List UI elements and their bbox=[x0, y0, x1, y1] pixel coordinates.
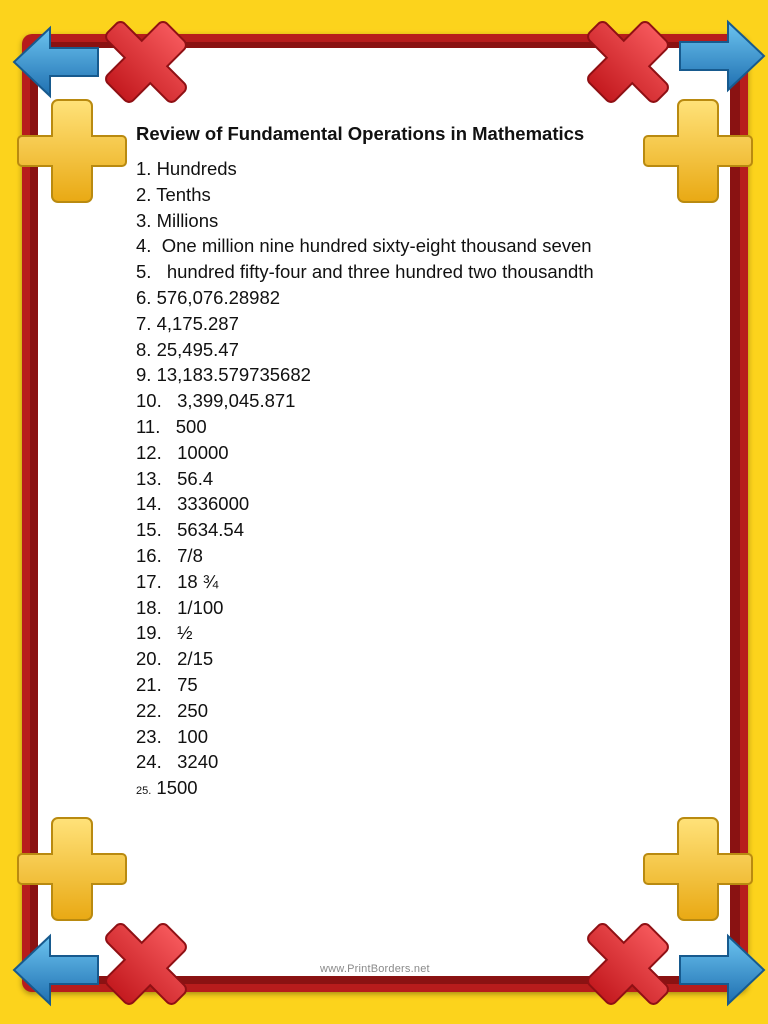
plus-icon bbox=[644, 814, 752, 922]
list-item: 8. 25,495.47 bbox=[136, 338, 239, 360]
document-content bbox=[136, 122, 696, 801]
list-item: 7. 4,175.287 bbox=[136, 312, 239, 334]
list-item: 17. 18 ¾ bbox=[136, 570, 219, 592]
list-item: 16. 7/8 bbox=[136, 544, 203, 566]
plus-icon bbox=[18, 814, 126, 922]
list-item: 22. 250 bbox=[136, 699, 209, 721]
plus-icon bbox=[18, 96, 126, 204]
list-item: 15. 5634.54 bbox=[136, 519, 245, 541]
list-item: 19. ½ bbox=[136, 622, 193, 644]
list-item: 23. 100 bbox=[136, 725, 209, 747]
list-item: 14. 3336000 bbox=[136, 493, 250, 515]
list-item: 20. 2/15 bbox=[136, 648, 214, 670]
list-item: 9. 13,183.579735682 bbox=[136, 364, 311, 386]
list-item: 10. 3,399,045.871 bbox=[136, 390, 296, 412]
list-item: 5. hundred fifty-four and three hundred two thousandth bbox=[136, 261, 594, 283]
answer-list bbox=[136, 156, 696, 801]
footer-url: www.PrintBorders.net bbox=[320, 963, 430, 975]
list-item: 2. Tenths bbox=[136, 183, 211, 205]
list-item: 21. 75 bbox=[136, 673, 198, 695]
arrow-icon bbox=[676, 930, 768, 1010]
list-item-value: 1500 bbox=[151, 777, 198, 799]
list-item: 13. 56.4 bbox=[136, 467, 214, 489]
list-item: 11. 500 bbox=[136, 415, 207, 437]
cross-icon bbox=[98, 916, 194, 1012]
arrow-icon bbox=[10, 930, 102, 1010]
arrow-icon bbox=[676, 14, 768, 94]
arrow-icon bbox=[10, 20, 102, 100]
list-item: 6. 576,076.28982 bbox=[136, 286, 281, 308]
list-item: 12. 10000 bbox=[136, 441, 229, 463]
list-item: 1. Hundreds bbox=[136, 158, 237, 179]
list-item bbox=[136, 775, 696, 801]
list-item: 4. One million nine hundred sixty-eight thousand seven bbox=[136, 235, 592, 257]
document-title: Review of Fundamental Operations in Mathematics bbox=[136, 123, 585, 144]
list-item: 3. Millions bbox=[136, 209, 219, 231]
list-item-number: 25. bbox=[136, 785, 152, 798]
cross-icon bbox=[580, 916, 676, 1012]
list-item: 24. 3240 bbox=[136, 751, 219, 773]
list-item: 18. 1/100 bbox=[136, 596, 224, 618]
